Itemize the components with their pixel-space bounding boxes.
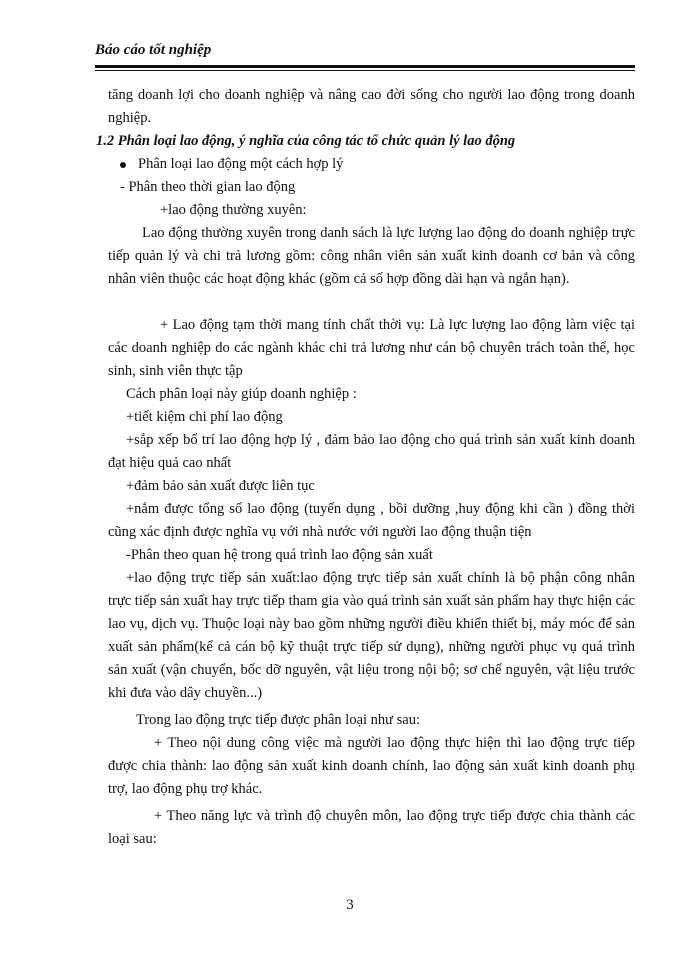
bullet-item	[108, 153, 635, 176]
line-by-relation: -Phân theo quan hệ trong quá trình lao động sản xuất	[126, 547, 433, 563]
header-rule-thick	[95, 65, 635, 68]
section-heading: 1.2 Phân loại lao động, ý nghĩa của công tác tổ chức quản lý lao động	[96, 133, 516, 149]
page-number: 3	[346, 897, 354, 913]
bullet-text: Phân loại lao động một cách hợp lý	[138, 156, 344, 172]
paragraph-grasp-total: +nắm được tổng số lao động (tuyển dụng , bồi dưỡng ,huy động khi cần ) đồng thời cũng xác định được nghĩa vụ với nhà nước với người lao động thuận tiện	[108, 501, 635, 540]
line-save-cost: +tiết kiệm chi phí lao động	[126, 409, 283, 425]
paragraph-direct-labor: +lao động trực tiếp sản xuất:lao động trực tiếp sản xuất chính là bộ phận công nhân trực tiếp sản xuất hay trực tiếp tham gia vào quá trình sản xuất sản phẩm hay thực hiện các lao vụ, dịch vụ. Thuộc loại này bao gồm những người điều khiển thiết bị, máy móc để sản xuất sản phẩm(kể cả cán bộ kỹ thuật trực tiếp sử dụng), những người phục vụ quá trình sản xuất (vận chuyển, bốc dỡ nguyên, vật liệu trong nội bộ; sơ chế nguyên, vật liệu trước khi đưa vào dây chuyền...)	[108, 570, 635, 701]
line-classification-helps: Cách phân loại này giúp doanh nghiệp :	[126, 386, 357, 402]
header-rule-thin	[95, 70, 635, 71]
blank-line	[108, 291, 635, 314]
line-regular-labor: +lao động thường xuyên:	[160, 202, 307, 218]
paragraph-by-skill: + Theo năng lực và trình độ chuyên môn, lao động trực tiếp được chia thành các loại sau:	[108, 808, 635, 847]
line-direct-classified: Trong lao động trực tiếp được phân loại như sau:	[136, 712, 421, 728]
document-body	[96, 84, 635, 851]
line-by-time: - Phân theo thời gian lao động	[120, 179, 296, 195]
paragraph-regular-labor: Lao động thường xuyên trong danh sách là lực lượng lao động do doanh nghiệp trực tiếp quản lý và chi trả lương gồm: công nhân viên sản xuất kinh doanh cơ bản và công nhân viên thuộc các hoạt động khác (gồm cả số hợp đồng dài hạn và ngắn hạn).	[108, 225, 635, 287]
paragraph-temporary-labor: + Lao động tạm thời mang tính chất thời vụ: Là lực lượng lao động làm việc tại các doanh nghiệp do các ngành khác chi trả lương như cán bộ chuyên trách toàn thể, học sinh, sinh viên thực tập	[108, 317, 635, 379]
bullet-icon	[120, 162, 126, 168]
paragraph-by-content: + Theo nội dung công việc mà người lao động thực hiện thì lao động trực tiếp được chia thành: lao động sản xuất kinh doanh chính, lao động sản xuất kinh doanh phụ trợ, lao động phụ trợ khác.	[108, 735, 635, 797]
paragraph-intro: tăng doanh lợi cho doanh nghiệp và nâng cao đời sống cho người lao động trong doanh nghiệp.	[108, 87, 635, 126]
line-ensure-production: +đảm bảo sản xuất được liên tục	[126, 478, 315, 494]
header-title: Báo cáo tốt nghiệp	[95, 42, 212, 58]
paragraph-arrange-labor: +sắp xếp bố trí lao động hợp lý , đảm bảo lao động cho quá trình sản xuất kinh doanh đạt hiệu quả cao nhất	[108, 432, 635, 471]
